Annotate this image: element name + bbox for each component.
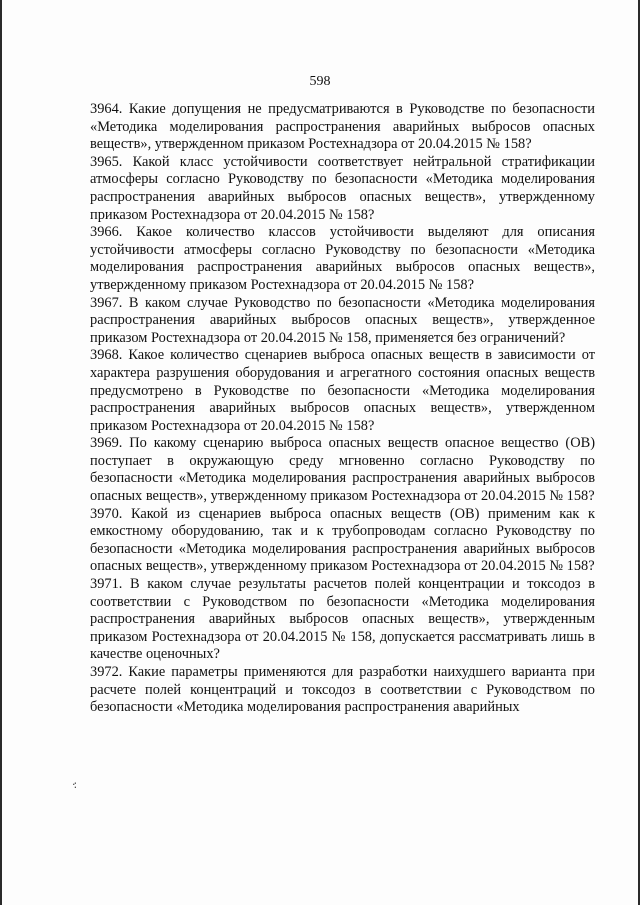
question-3965: 3965. Какой класс устойчивости соответствует нейтральной стратификации атмосферы согласно Руководству по безопасности «Методика моделирования распространения аварийных выбросов опасных веществ», утвержденному приказом Ростехнадзора от 20.04.2015 № 158? — [90, 153, 595, 223]
question-3964: 3964. Какие допущения не предусматриваются в Руководстве по безопасности «Методика моделирования распространения аварийных выбросов опасных веществ», утвержденном приказом Ростехнадзора от 20.04.2015 № 158? — [90, 101, 595, 153]
question-3967: 3967. В каком случае Руководство по безопасности «Методика моделирования распространения аварийных выбросов опасных веществ», утвержденное приказом Ростехнадзора от 20.04.2015 № 158, применяется без ограничений? — [90, 294, 595, 346]
page-number: 598 — [309, 74, 331, 89]
question-3969: 3969. По какому сценарию выброса опасных веществ опасное вещество (ОВ) поступает в окружающую среду мгновенно согласно Руководству по безопасности «Методика моделирования распространения аварийных выбросов опасных веществ», утвержденному приказом Ростехнадзора от 20.04.2015 № 158? — [90, 435, 595, 505]
question-3972: 3972. Какие параметры применяются для разработки наихудшего варианта при расчете полей концентраций и токсодоз в соответствии с Руководством по безопасности «Методика моделирования распространения аварийных — [90, 664, 595, 716]
questions-list — [90, 101, 595, 717]
question-3968: 3968. Какое количество сценариев выброса опасных веществ в зависимости от характера разрушения оборудования и агрегатного состояния опасных веществ предусмотрено в Руководстве по безопасности «Методика моделирования распространения аварийных выбросов опасных веществ», утвержденном приказом Ростехнадзора от 20.04.2015 № 158? — [90, 347, 595, 434]
question-3971: 3971. В каком случае результаты расчетов полей концентрации и токсодоз в соответствии с Руководством по безопасности «Методика моделирования распространения аварийных выбросов опасных веществ», утвержденным приказом Ростехнадзора от 20.04.2015 № 158, допускается рассматривать лишь в качестве оценочных? — [90, 576, 595, 663]
question-3970: 3970. Какой из сценариев выброса опасных веществ (ОВ) применим как к емкостному оборудованию, так и к трубопроводам согласно Руководству по безопасности «Методика моделирования распространения аварийных выбросов опасных веществ», утвержденному приказом Ростехнадзора от 20.04.2015 № 158? — [90, 505, 595, 575]
scan-speck-mark: ·: — [72, 778, 76, 791]
question-3966: 3966. Какое количество классов устойчивости выделяют для описания устойчивости атмосферы согласно Руководству по безопасности «Методика моделирования распространения аварийных выбросов опасных веществ», утвержденному приказом Ростехнадзора от 20.04.2015 № 158? — [90, 224, 595, 293]
